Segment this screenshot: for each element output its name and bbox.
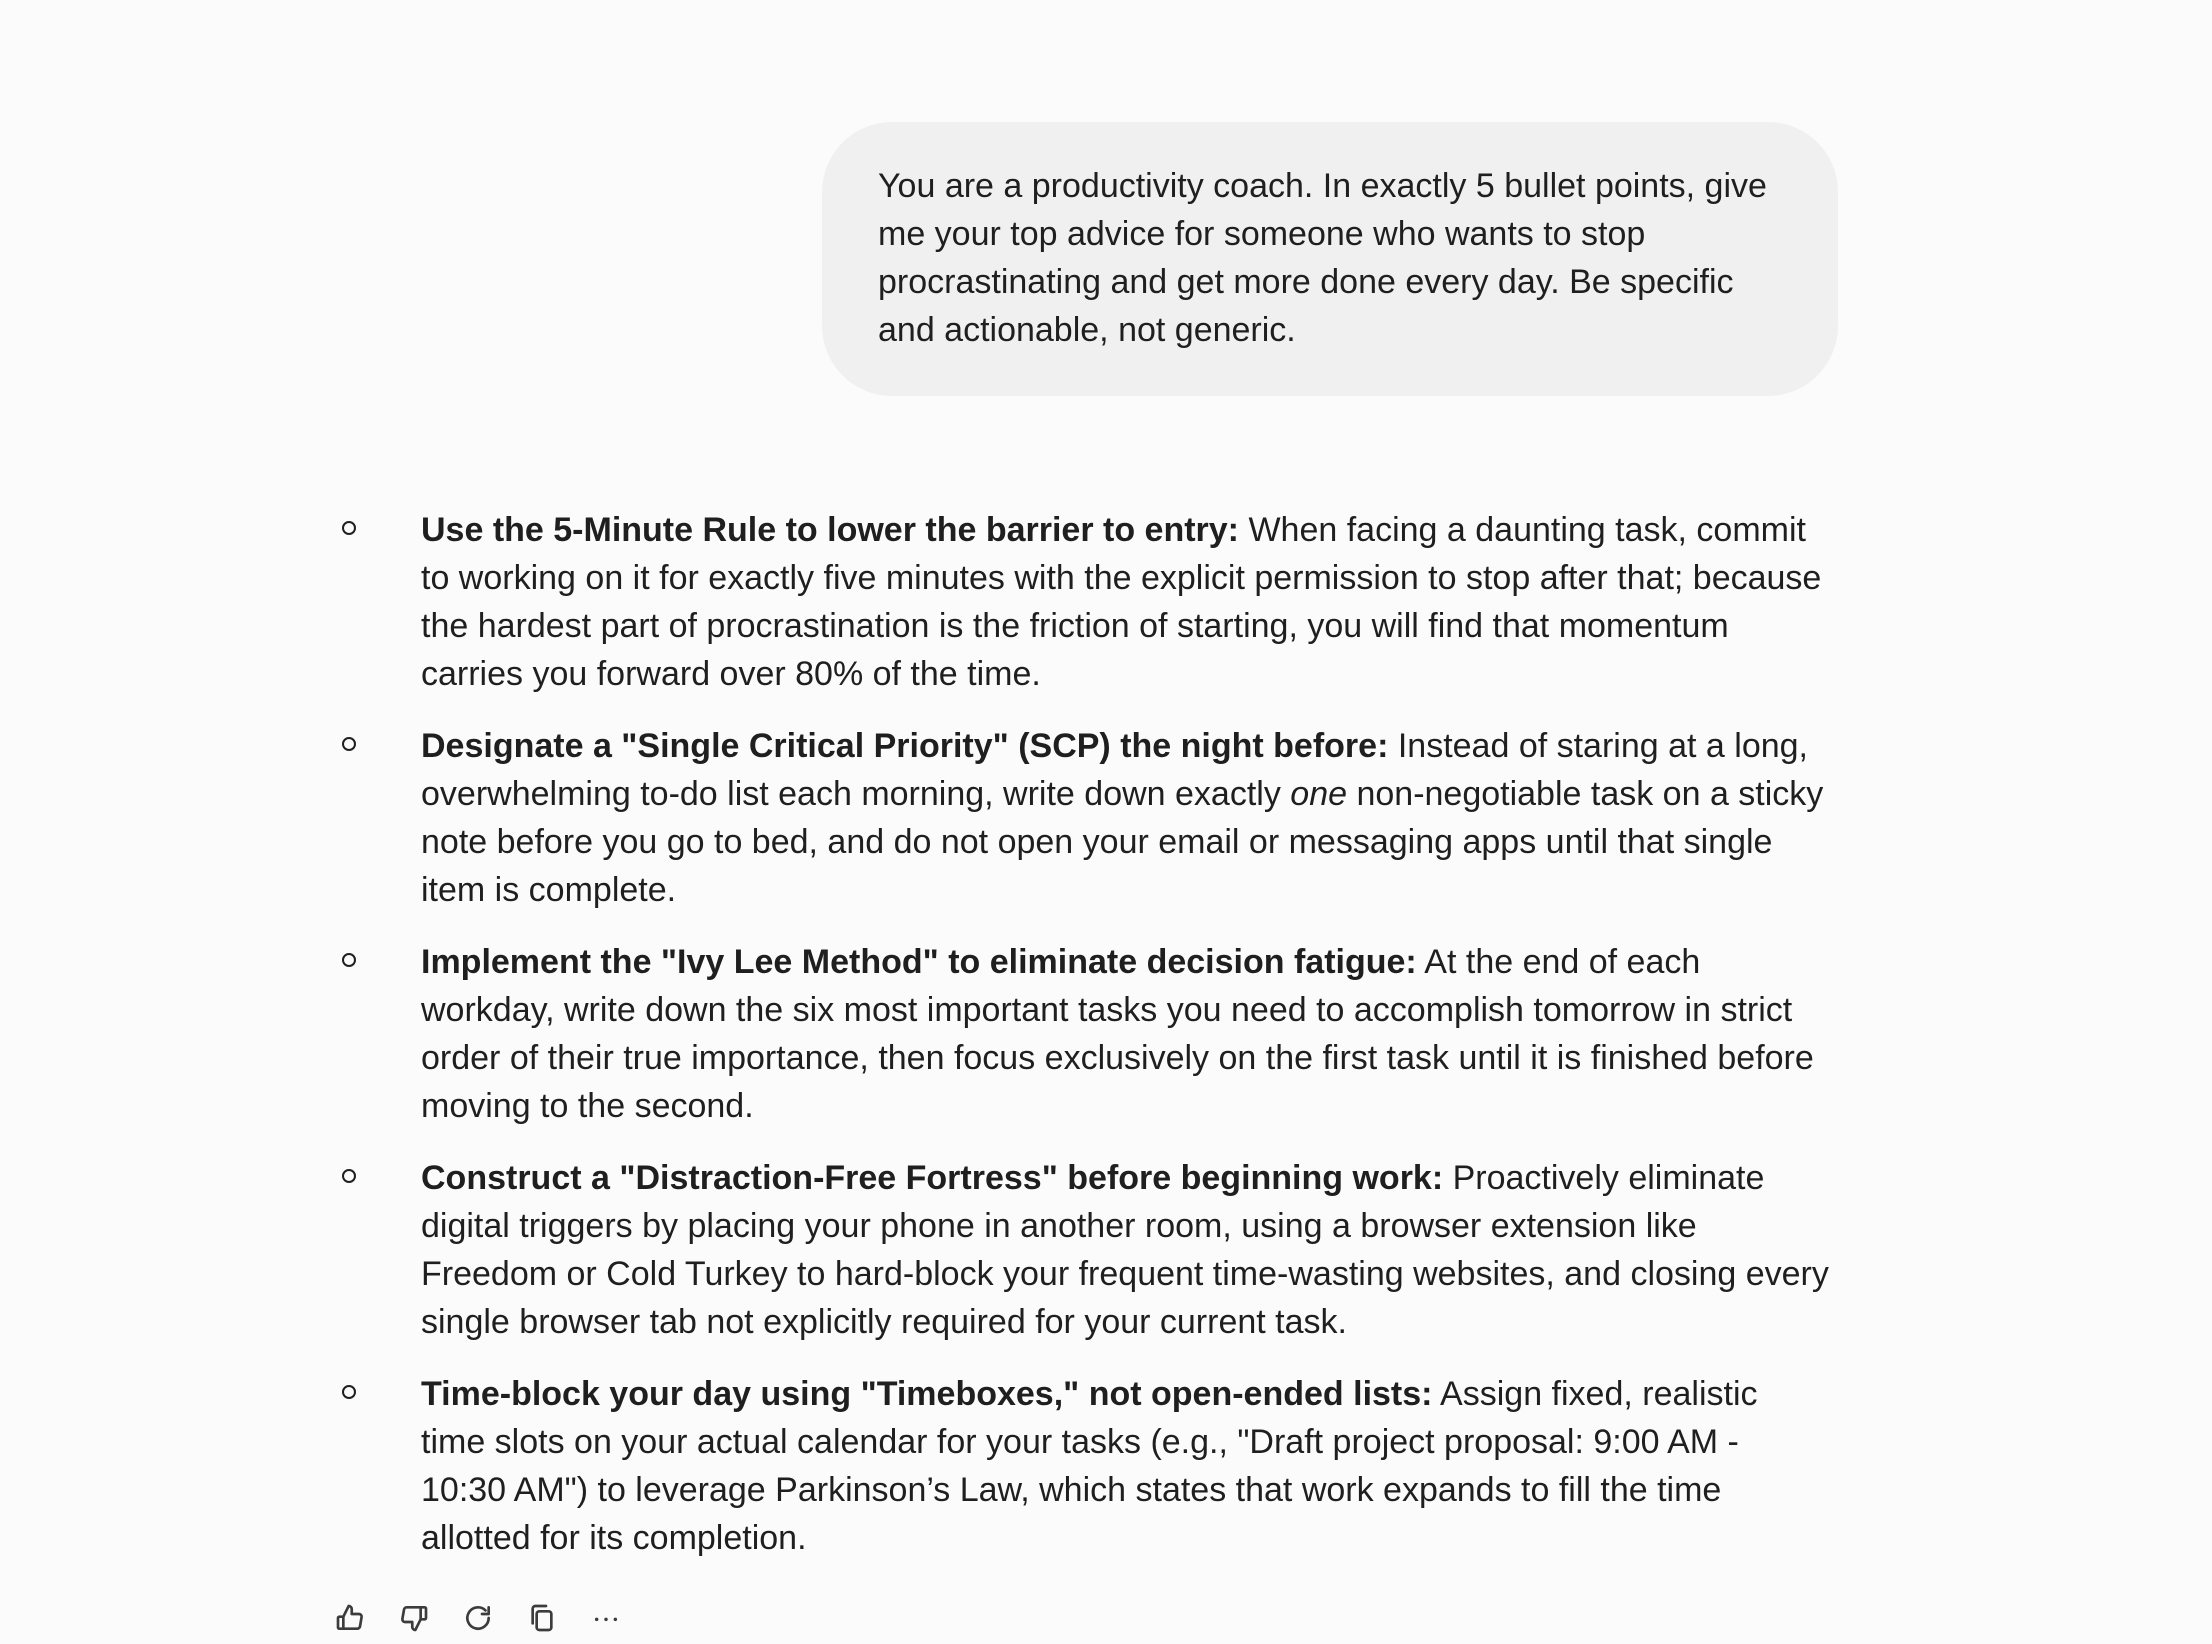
thumbs-down-icon [398,1602,430,1634]
bullet-circle-icon [342,521,356,535]
item-body-emphasis: one [1290,775,1348,813]
item-lead: Use the 5-Minute Rule to lower the barrier to entry: [421,511,1240,549]
more-icon [590,1602,622,1634]
list-item [330,938,1830,1130]
item-body: non-negotiable task on a sticky note before you go to bed, and do not open your email or messaging apps until that single item is complete. [421,775,1824,909]
more-options-button[interactable] [586,1598,626,1638]
item-body: Assign fixed, realistic time slots on your actual calendar for your tasks (e.g., "Draft project proposal: 9:00 AM - 10:30 AM") to leverage Parkinson’s Law, which states that work expands to fill the time allotted for its completion. [421,1375,1758,1557]
copy-icon [526,1602,558,1634]
item-lead: Construct a "Distraction-Free Fortress" before beginning work: [421,1159,1444,1197]
user-message-bubble [822,122,1838,396]
list-item [330,1154,1830,1346]
item-lead: Time-block your day using "Timeboxes," not open-ended lists: [421,1375,1433,1413]
copy-button[interactable] [522,1598,562,1638]
item-body: Proactively eliminate digital triggers by placing your phone in another room, using a browser extension like Freedom or Cold Turkey to hard-block your frequent time-wasting websites, and closing every single browser tab not explicitly required for your current task. [421,1159,1829,1341]
item-lead: Implement the "Ivy Lee Method" to eliminate decision fatigue: [421,943,1417,981]
item-body: When facing a daunting task, commit to working on it for exactly five minutes with the explicit permission to stop after that; because the hardest part of procrastination is the friction of starting, you will find that momentum carries you forward over 80% of the time. [421,511,1822,693]
response-actions-bar [330,1596,626,1640]
bullet-circle-icon [342,737,356,751]
thumbs-down-button[interactable] [394,1598,434,1638]
advice-list [330,506,1830,1562]
item-body: Instead of staring at a long, overwhelming to-do list each morning, write down exactly [421,727,1808,813]
thumbs-up-button[interactable] [330,1598,370,1638]
item-body: At the end of each workday, write down the six most important tasks you need to accomplish tomorrow in strict order of their true importance, then focus exclusively on the first task until it is finished before moving to the second. [421,943,1814,1125]
list-item [330,1370,1830,1562]
item-lead: Designate a "Single Critical Priority" (SCP) the night before: [421,727,1389,765]
regenerate-icon [462,1602,494,1634]
bullet-circle-icon [342,953,356,967]
regenerate-button[interactable] [458,1598,498,1638]
bullet-circle-icon [342,1169,356,1183]
assistant-response [330,506,1830,1586]
user-message-text: You are a productivity coach. In exactly 5 bullet points, give me your top advice for someone who wants to stop procrastinating and get more done every day. Be specific and actionable, not generic. [878,167,1767,349]
thumbs-up-icon [334,1602,366,1634]
bullet-circle-icon [342,1385,356,1399]
list-item [330,506,1830,698]
list-item [330,722,1830,914]
